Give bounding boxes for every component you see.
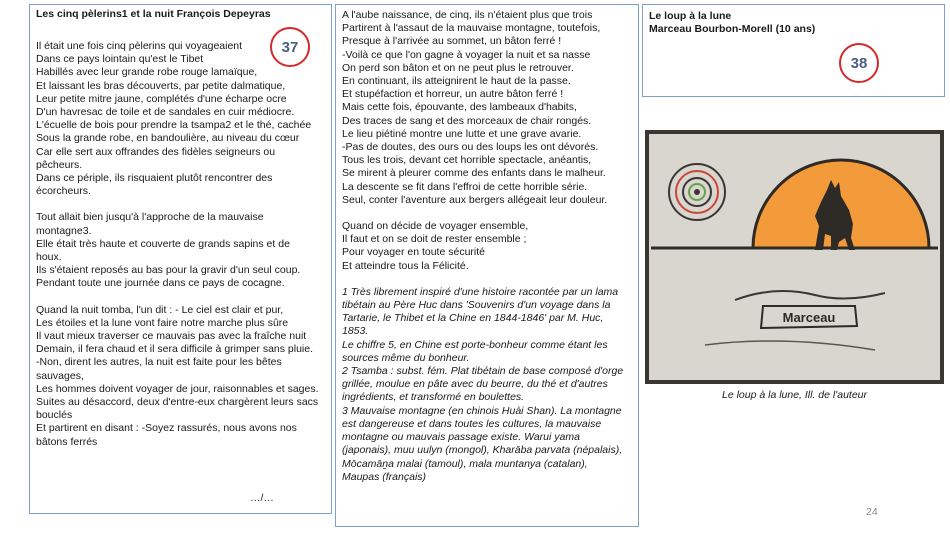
poem-37-stanza-3: Quand la nuit tomba, l'un dit : - Le ciel est clair et pur, Les étoiles et la lune vont faire notre marche plus sûre Il vaut mieux traverser ce mauvais pas avec la fraîche nuit Demain, il fera chaud et il sera difficile à grimper sans pluie. -Non, dirent les autres, la nuit est faite pour les bêtes sauvages, Les hommes doivent voyager de jour, raisonnables et sages. Suites au désaccord, deux d'entre-eux chargèrent leurs sacs bouclés Et partirent en disant : -Soyez rassurés, nous avons nos bâtons ferrés <box>36 303 319 448</box>
poem-38-author: Marceau Bourbon-Morell (10 ans) <box>649 23 816 35</box>
poem-37-stanza-1: Il était une fois cinq pèlerins qui voyageaient Dans ce pays lointain qu'est le Tibet Habillés avec leur grande robe rouge lamaïque, Et laissant les bras découverts, par petite dalmatique, Leur petite mitre jaune, complétés d'une écharpe ocre D'un havresac de toile et de sandales en cuir médiocre. L'écuelle de bois pour prendre la tsampa2 et le thé, cachée Sous la grande robe, en bandoulière, au niveau du cœur Car elle sert aux offrandes des fidèles seigneurs ou pêcheurs. Dans ce périple, ils risquaient plutôt rencontrer des écorcheurs. <box>36 40 312 198</box>
poem-38-title: Le loup à la lune <box>649 10 732 22</box>
poem-38-number-badge: 38 <box>839 43 879 83</box>
illustration-signature: Marceau <box>782 310 836 325</box>
illustration-paper <box>645 130 944 384</box>
poem-37-stanza-4: A l'aube naissance, de cinq, ils n'étaient plus que trois Partirent à l'assaut de la mauvaise montagne, toutefois, Presque à l'arrivée au sommet, un bâton ferré ! -Voilà ce que l'on gagne à voyager la nuit et sa nasse On perd son bâton et on ne peut plus le retrouver. En continuant, ils atteignirent le haut de la passe. Et stupéfaction et horreur, un autre bâton ferré ! Mais cette fois, épouvante, des lambeaux d'habits, Des traces de sang et des morceaux de chair rongés. Le lieu piétiné montre une lutte et une grave avarie. -Pas de doutes, des ours ou des loups les ont dévorés. Tous les trois, devant cet horrible spectacle, anéantis, Se mirent à pleurer comme des enfants dans le malheur. La descente se fit dans l'effroi de cette horrible série. Seul, conter l'aventure aux bergers allégeait leur douleur. <box>342 9 608 206</box>
poem-38-header <box>642 4 945 97</box>
poem-37-continued-column <box>335 4 639 527</box>
continuation-marker: …/… <box>250 492 274 504</box>
poem-37-footnotes: 1 Très librement inspiré d'une histoire racontée par un lama tibétain au Père Huc dans 'Souvenirs d'un voyage dans la Tartarie, le Thibet et la Chine en 1844-1846' par M. Huc, 1853. Le chiffre 5, en Chine est porte-bonheur comme étant les sources même du bonheur. 2 Tsamba : subst. fém. Plat tibétain de base composé d'orge grillée, moulue en pâte avec du beurre, du thé et d'autres ingrédients, et transformé en boulettes. 3 Mauvaise montagne (en chinois Huài Shan). La montagne est dangereuse et dans toutes les cultures, la mauvaise montagne ou mauvais passage existe. Warui yama (japonais), muu uulyn (mongol), Kharāba parvata (népalais), Mōcamāṉa malai (tamoul), mala muntanya (catalan), Maupas (français) <box>342 285 624 483</box>
poem-37-number-badge: 37 <box>270 27 310 67</box>
poem-37-title: Les cinq pèlerins1 et la nuit François Depeyras <box>36 8 271 20</box>
page-number: 24 <box>866 506 878 518</box>
poem-37-column <box>29 4 332 514</box>
illustration-caption: Le loup à la lune, Ill. de l'auteur <box>721 389 868 401</box>
wolf-moon-illustration <box>645 130 944 384</box>
poem-37-stanza-2: Tout allait bien jusqu'à l'approche de la mauvaise montagne3. Elle était très haute et couverte de grands sapins et de houx. Ils s'étaient reposés au bas pour la gravir d'un seul coup. Pendant toute une journée dans ce pays de cocagne. <box>36 211 301 290</box>
poem-37-moral: Quand on décide de voyager ensemble, Il faut et on se doit de rester ensemble ; Pour voyager en toute sécurité Et atteindre tous la Félicité. <box>342 220 529 272</box>
